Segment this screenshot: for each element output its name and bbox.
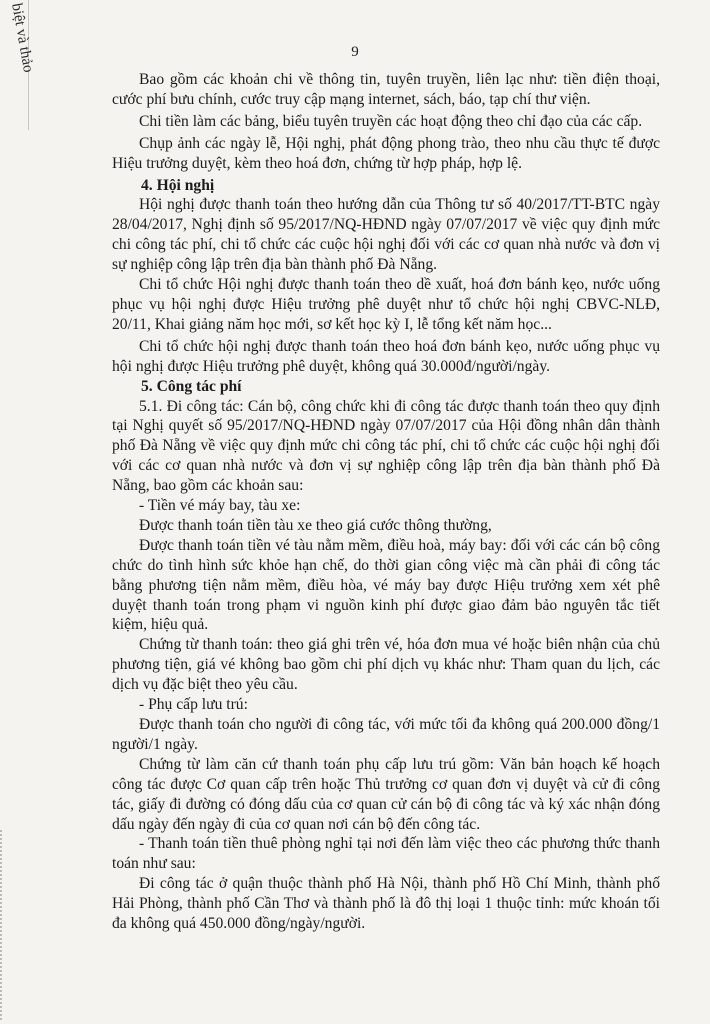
paragraph: - Thanh toán tiền thuê phòng nghỉ tại nơi đến làm việc theo các phương thức thanh toán như sau: [112,835,660,873]
paragraph: - Tiền vé máy bay, tàu xe: [139,497,301,515]
paragraph: Hội nghị được thanh toán theo hướng dẫn của Thông tư số 40/2017/TT-BTC ngày 28/04/2017, Nghị định số 95/2017/NQ-HĐND ngày 07/07/2017 về việc quy định mức chi công tác phí, chi tổ chức các cuộc hội nghị đối với các cơ quan nhà nước và đơn vị sự nghiệp công lập trên địa bàn thành phố Đà Nẵng. [112,196,660,274]
paragraph: Được thanh toán tiền tàu xe theo giá cước thông thường, [139,516,492,534]
paragraph: Được thanh toán tiền vé tàu nằm mềm, điều hoà, máy bay: đối với các cán bộ công chức do tình hình sức khỏe hạn chế, do thời gian công việc mà cần phải đi công tác bằng phương tiện nằm mềm, điều hòa, vé máy bay được Hiệu trưởng xem xét phê duyệt thanh toán trong phạm vi nguồn kinh phí được giao đảm bảo nguyên tắc tiết kiệm, hiệu quả. [112,536,660,634]
margin-stamp-text: biệt và thảo [8,2,37,74]
document-body [112,70,660,934]
paragraph: Đi công tác ở quận thuộc thành phố Hà Nội, thành phố Hồ Chí Minh, thành phố Hải Phòng, thành phố Cần Thơ và thành phố là đô thị loại 1 thuộc tỉnh: mức khoán tối đa không quá 450.000 đồng/ngày/người. [112,875,660,933]
paragraph: - Phụ cấp lưu trú: [139,696,248,714]
page-number: 9 [351,44,359,60]
paragraph: Chứng từ làm căn cứ thanh toán phụ cấp lưu trú gồm: Văn bản hoạch kế hoạch công tác được Cơ quan cấp trên hoặc Thủ trưởng cơ quan đơn vị duyệt và cử đi công tác, giấy đi đường có đóng dấu của cơ quan cử cán bộ đi công tác và ký xác nhận đóng dấu ngày đến ngày đi của cơ quan nơi cán bộ đến công tác. [112,755,660,833]
paragraph: Chi tiền làm các bảng, biểu tuyên truyền các hoạt động theo chỉ đạo của các cấp. [139,112,643,130]
section-heading: 5. Công tác phí [141,377,242,395]
paragraph: Chi tổ chức Hội nghị được thanh toán theo dề xuất, hoá đơn bánh kẹo, nước uống phục vụ hội nghị được Hiệu trưởng phê duyệt như tổ chức hội nghị CBVC-NLĐ, 20/11, Khai giảng năm học mới, sơ kết học kỳ I, lễ tổng kết năm học... [112,276,660,333]
paragraph: Bao gồm các khoản chi về thông tin, tuyên truyền, liên lạc như: tiền điện thoại, cước phí bưu chính, cước truy cập mạng internet, sách, báo, tạp chí thư viện. [112,71,660,108]
section-heading: 4. Hội nghị [141,176,215,194]
paragraph: Chi tổ chức hội nghị được thanh toán theo hoá đơn bánh kẹo, nước uống phục vụ hội nghị được Hiệu trưởng phê duyệt, không quá 30.000đ/người/ngày. [112,337,660,375]
paragraph: Chứng từ thanh toán: theo giá ghi trên vé, hóa đơn mua vé hoặc biên nhận của chủ phương tiện, giá vé không bao gồm chi phí dịch vụ khác như: Tham quan du lịch, các dịch vụ đặc biệt theo yêu cầu. [112,636,660,694]
paragraph: 5.1. Đi công tác: Cán bộ, công chức khi đi công tác được thanh toán theo quy định tại Nghị quyết số 95/2017/NQ-HĐND ngày 07/07/2017 của Hội đồng nhân dân thành phố Đà Nẵng về việc quy định mức chi công tác phí, chi tổ chức các cuộc hội nghị đối với các cơ quan nhà nước và đơn vị sự nghiệp công lập trên địa bàn thành phố Đà Nẵng, bao gồm các khoản sau: [112,397,660,495]
paragraph: Chụp ảnh các ngày lễ, Hội nghị, phát động phong trào, theo nhu cầu thực tế được Hiệu trưởng duyệt, kèm theo hoá đơn, chứng từ hợp pháp, hợp lệ. [112,134,660,172]
scan-edge-marks [0,830,8,1020]
paragraph: Được thanh toán cho người đi công tác, với mức tối đa không quá 200.000 đồng/1 người/1 ngày. [112,716,660,753]
